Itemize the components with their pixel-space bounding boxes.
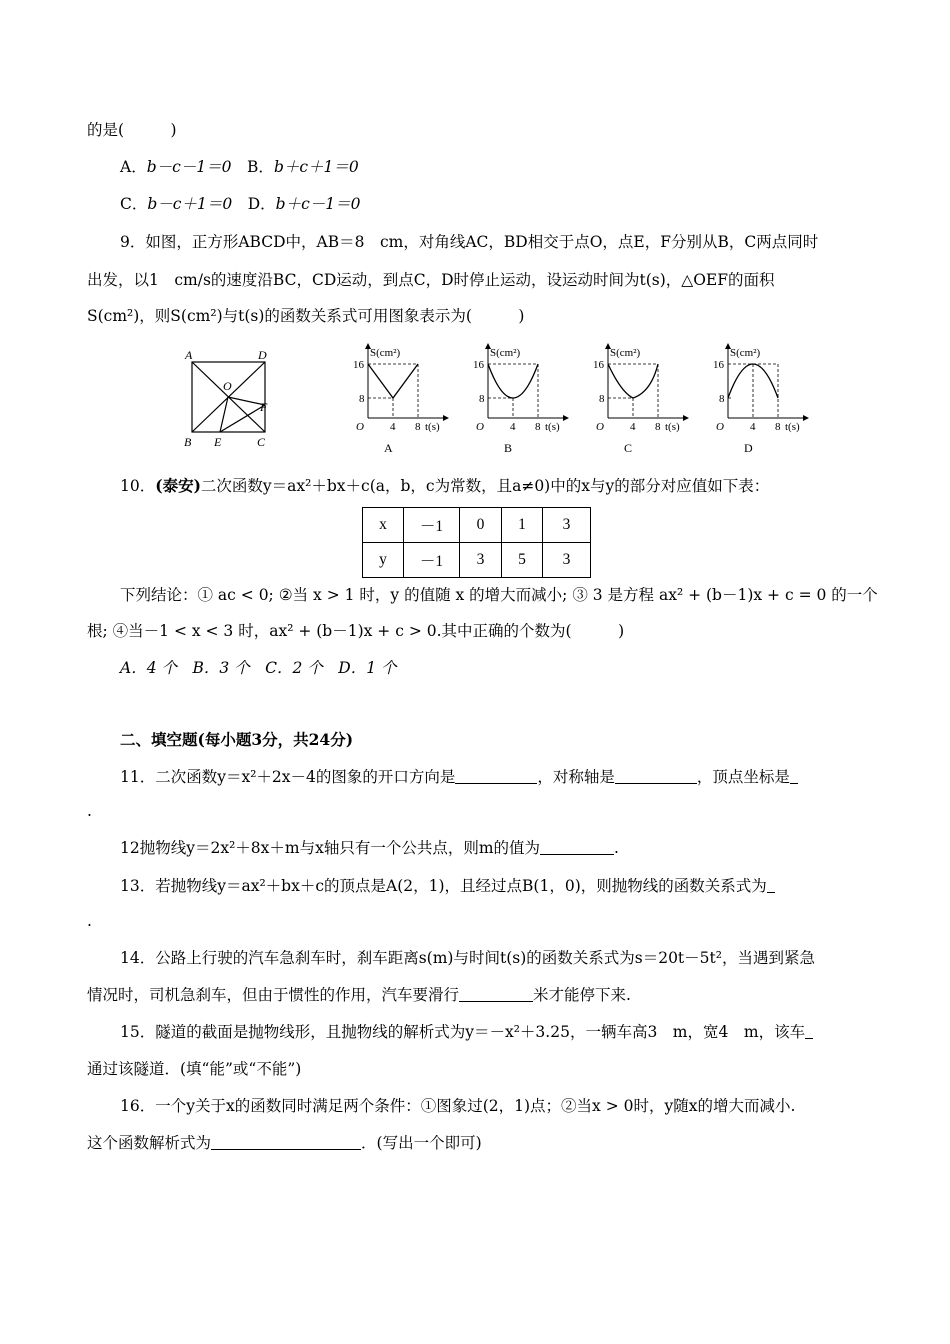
vertex-c-label: C [257,435,266,449]
answer-blank[interactable] [211,1135,361,1150]
y-tick-8: 8 [719,393,725,405]
q8-stem-tail: 的是( ) [87,121,177,139]
table-cell: 1 [502,508,543,543]
q9-stem-line2: 出发，以1 cm/s的速度沿BC，CD运动，到点C，D时停止运动，设运动时间为t(s)，△OEF的面积 [87,271,775,289]
q8-options-ab: A．b－c－1＝0 B．b＋c＋1＝0 [120,158,359,176]
q12-stem: 12抛物线y＝2x²＋8x＋m与x轴只有一个公共点，则m的值为 . [120,839,619,857]
q11-stem: 11．二次函数y＝x²＋2x－4的图象的开口方向是 ，对称轴是 ，顶点坐标是 [120,767,798,787]
y-tick-8: 8 [599,393,605,405]
table-header-y: y [363,543,404,578]
x-tick-8: 8 [415,421,421,433]
q10-stem: 10．(泰安)二次函数y＝ax²＋bx＋c(a，b，c为常数，且a≠0)中的x与y的部分对应值如下表： [120,476,770,495]
y-axis-label: S(cm²) [490,347,521,359]
y-tick-16: 16 [473,359,484,371]
answer-blank[interactable] [805,1024,813,1039]
q13-stem: 13．若抛物线y＝ax²＋bx＋c的顶点是A(2，1)，且经过点B(1，0)，则抛物线的函数关系式为 [120,876,775,896]
q13-end: . [87,912,92,930]
x-axis-label: t(s) [665,421,680,433]
graph-option-d [705,340,815,458]
origin-label: O [716,421,724,433]
table-cell: 3 [460,543,502,578]
point-f-label: F [260,400,268,414]
x-tick-8: 8 [775,421,781,433]
x-tick-4: 4 [750,421,756,433]
square-figure [180,345,285,450]
q9-stem-line1: 9．如图，正方形ABCD中，AB＝8 cm，对角线AC，BD相交于点O，点E，F分别从B，C两点同时 [120,233,819,251]
q14-stem-line1: 14．公路上行驶的汽车急刹车时，刹车距离s(m)与时间t(s)的函数关系式为s＝20t－5t²，当遇到紧急 [120,949,815,967]
x-tick-8: 8 [655,421,661,433]
y-tick-16: 16 [713,359,724,371]
graph-option-c [585,340,695,458]
q10-choices: A．4 个 B．3 个 C．2 个 D．1 个 [120,659,397,677]
graph-option-a-label: A [384,441,393,455]
q16-stem-line2: 这个函数解析式为 ．(写出一个即可) [87,1134,482,1152]
q15-stem-line2: 通过该隧道．(填“能”或“不能”) [87,1060,302,1078]
y-tick-8: 8 [359,393,365,405]
table-cell: 3 [543,508,591,543]
answer-blank[interactable] [790,769,798,784]
vertex-d-label: D [258,348,267,362]
table-cell: －1 [404,508,460,543]
y-tick-16: 16 [353,359,364,371]
table-row [363,543,591,578]
answer-blank[interactable] [615,769,697,784]
answer-blank[interactable] [767,878,775,893]
center-o-label: O [223,379,232,393]
y-tick-16: 16 [593,359,604,371]
answer-blank[interactable] [455,769,537,784]
graph-option-c-label: C [624,441,633,455]
x-tick-4: 4 [630,421,636,433]
answer-blank[interactable] [540,840,614,855]
q15-stem-line1: 15．隧道的截面是抛物线形，且抛物线的解析式为y＝－x²＋3.25，一辆车高3 m，宽4 m，该车 [120,1022,813,1042]
q10-conclusions-line2: 根; ④当－1 < x < 3 时，ax² + (b－1)x + c > 0.其中正确的个数为( ) [87,622,625,640]
table-cell: －1 [404,543,460,578]
table-cell: 5 [502,543,543,578]
graph-option-b [465,340,575,458]
q9-stem-line3: S(cm²)，则S(cm²)与t(s)的函数关系式可用图象表示为( ) [87,307,525,325]
y-axis-label: S(cm²) [730,347,761,359]
table-row [363,508,591,543]
vertex-a-label: A [185,348,193,362]
x-axis-label: t(s) [785,421,800,433]
x-axis-label: t(s) [425,421,440,433]
y-axis-label: S(cm²) [370,347,401,359]
graph-option-a [345,340,455,458]
graph-option-b-label: B [504,441,513,455]
point-e-label: E [214,435,222,449]
x-axis-label: t(s) [545,421,560,433]
x-tick-4: 4 [510,421,516,433]
q16-stem-line1: 16．一个y关于x的函数同时满足两个条件：①图象过(2，1)点；②当x > 0时，y随x的增大而减小. [120,1097,796,1115]
origin-label: O [476,421,484,433]
table-header-x: x [363,508,404,543]
q14-stem-line2: 情况时，司机急刹车，但由于惯性的作用，汽车要滑行 米才能停下来. [87,986,631,1004]
x-tick-4: 4 [390,421,396,433]
section-title: 二、填空题(每小题3分，共24分) [120,730,354,749]
x-tick-8: 8 [535,421,541,433]
q8-options-cd: C．b－c＋1＝0 D．b＋c－1＝0 [120,195,361,213]
q11-end: . [87,802,92,820]
q10-conclusions-line1: 下列结论：① ac < 0; ②当 x > 1 时，y 的值随 x 的增大而减小; ③ 3 是方程 ax² + (b－1)x + c = 0 的一个 [120,586,878,604]
y-axis-label: S(cm²) [610,347,641,359]
y-tick-8: 8 [479,393,485,405]
vertex-b-label: B [184,435,192,449]
value-table [362,507,591,578]
answer-blank[interactable] [459,987,533,1002]
table-cell: 3 [543,543,591,578]
origin-label: O [596,421,604,433]
graph-option-d-label: D [744,441,753,455]
origin-label: O [356,421,364,433]
table-cell: 0 [460,508,502,543]
